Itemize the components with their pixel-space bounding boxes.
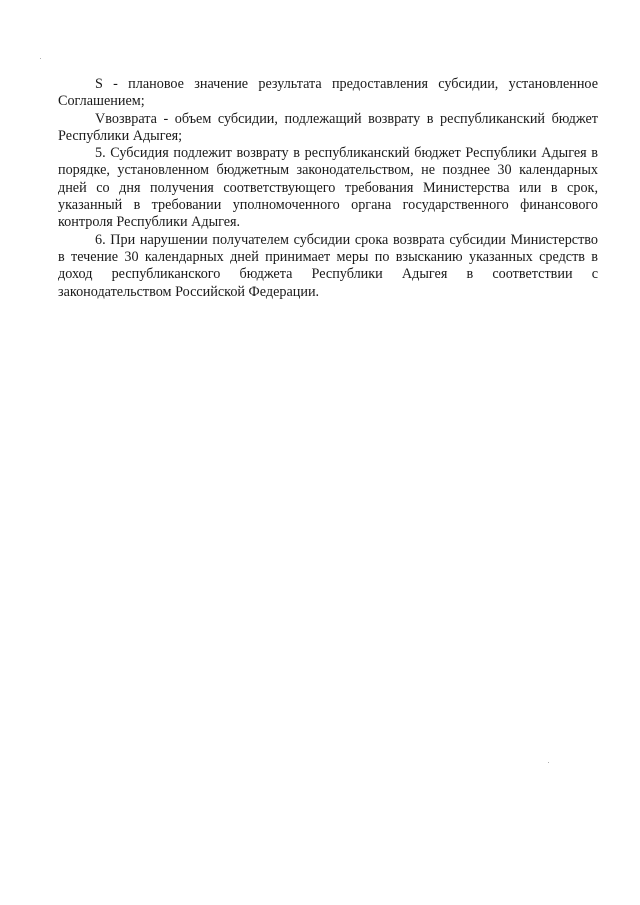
scan-speck — [548, 762, 549, 763]
scan-speck — [40, 58, 41, 59]
document-body — [58, 76, 598, 301]
paragraph-s-definition: S - плановое значение результата предоставления субсидии, установленное Соглашением; — [58, 76, 598, 110]
paragraph-item-6: 6. При нарушении получателем субсидии срока возврата субсидии Министерство в течение 30 календарных дней принимает меры по взысканию указанных средств в доход республиканского бюджета Республики Адыгея в соответствии с законодательством Российской Федерации. — [58, 231, 598, 300]
paragraph-item-5: 5. Субсидия подлежит возврату в республиканский бюджет Республики Адыгея в порядке, установленном бюджетным законодательством, не позднее 30 календарных дней со дня получения соответствующего требования Министерства или в срок, указанный в требовании уполномоченного органа государственного финансового контроля Республики Адыгея. — [58, 145, 598, 231]
paragraph-v-definition: Vвозврата - объем субсидии, подлежащий возврату в республиканский бюджет Республики Адыгея; — [58, 110, 598, 144]
